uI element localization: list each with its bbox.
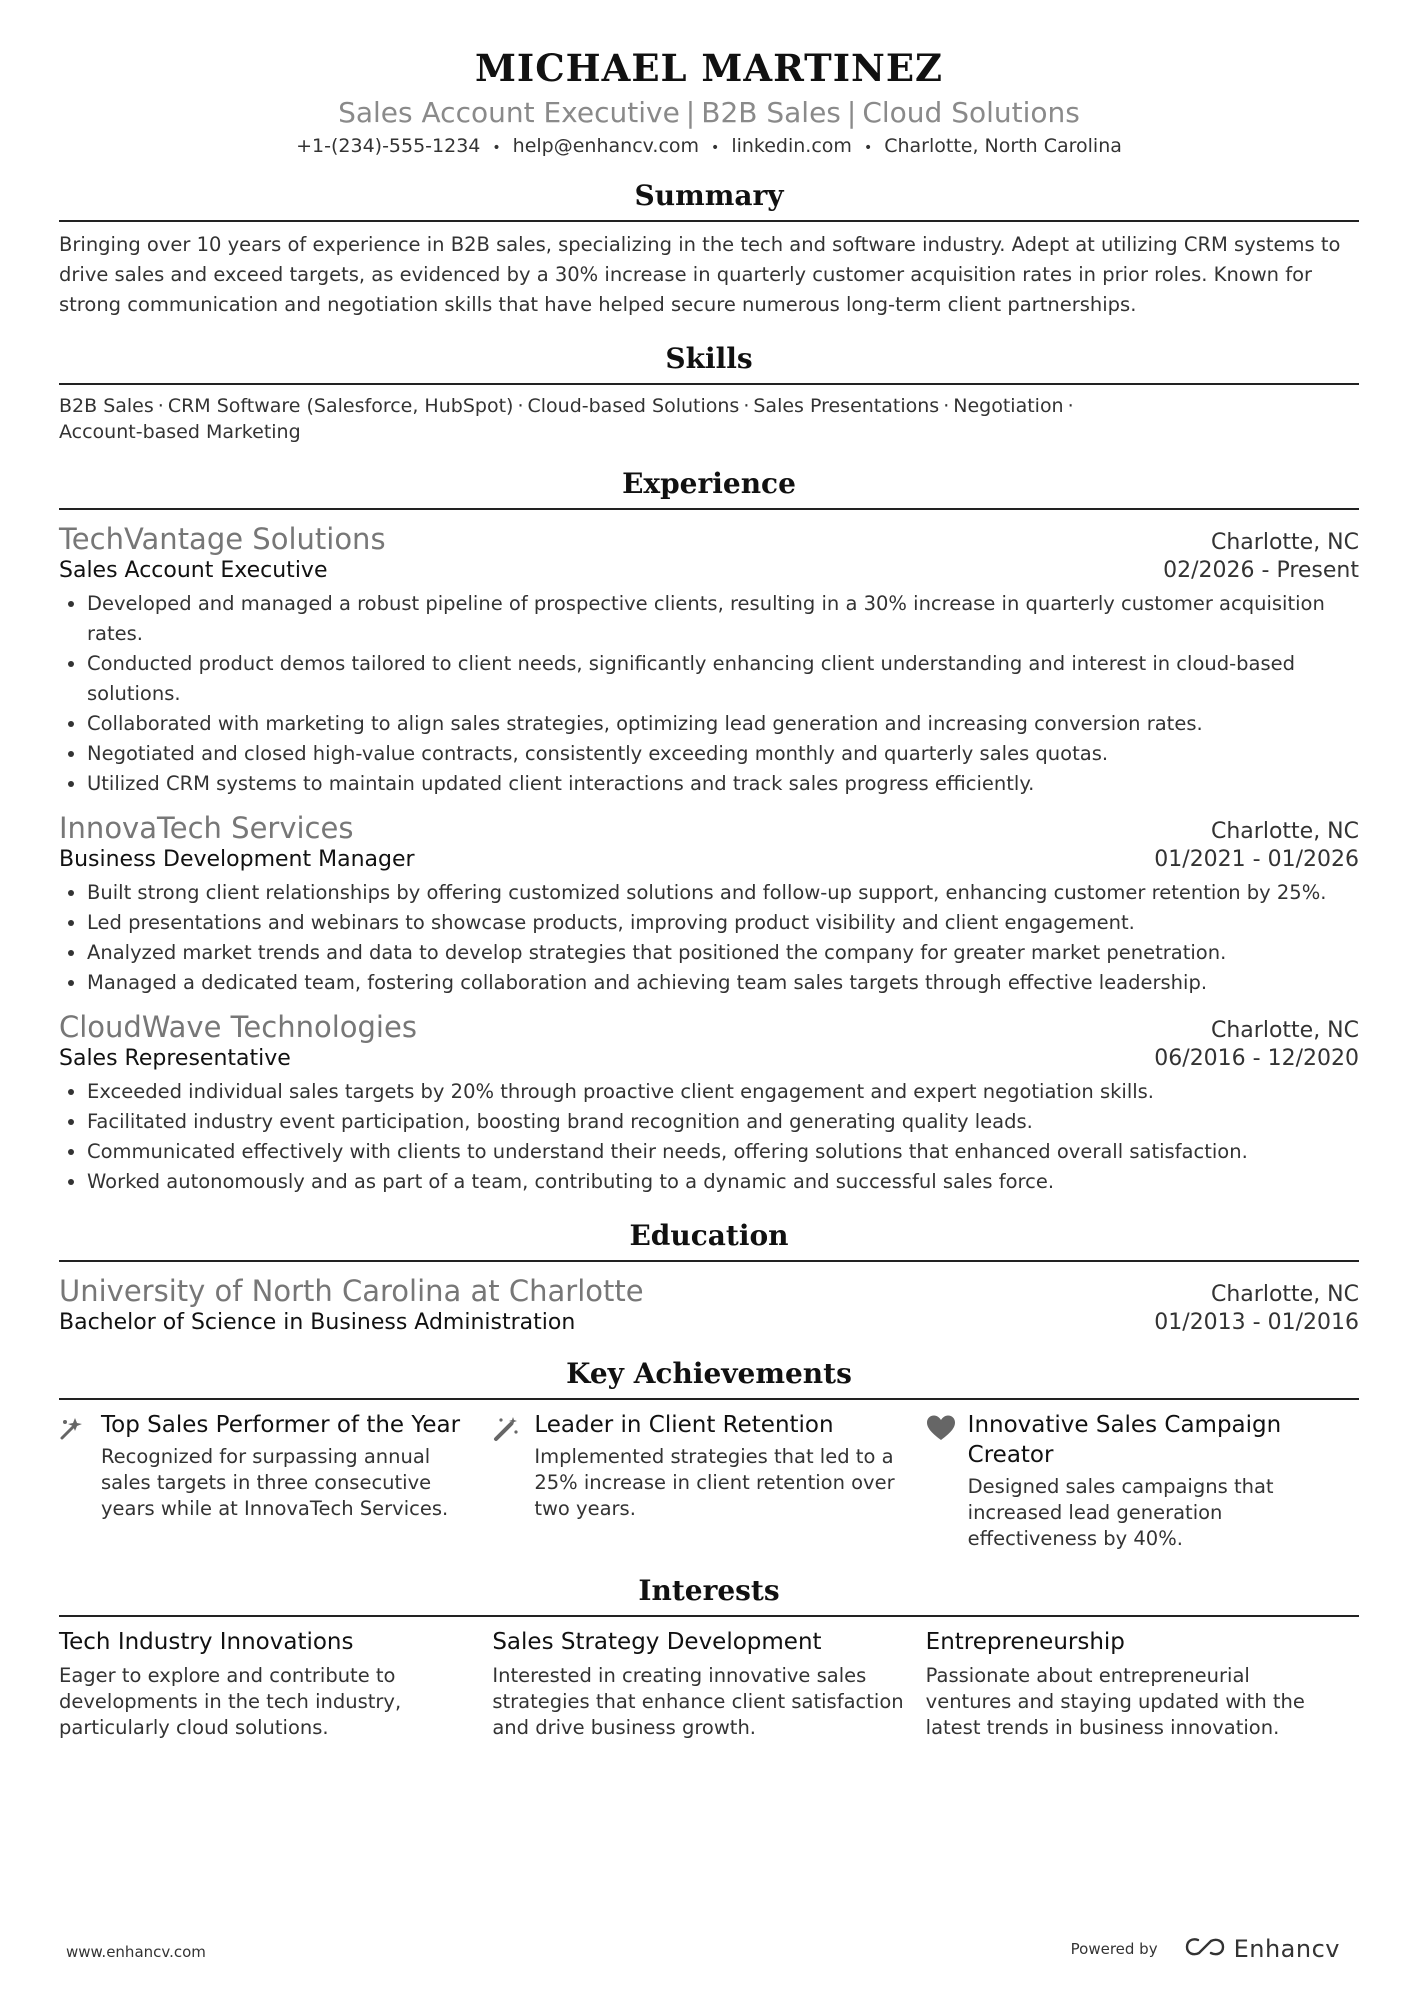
- brand-name: Enhancv: [1233, 1935, 1340, 1963]
- interests-heading: Interests: [59, 1574, 1359, 1617]
- experience-item: [59, 811, 1359, 998]
- skill-item: Sales Presentations: [753, 395, 940, 417]
- job-dates: 01/2021 - 01/2026: [1154, 847, 1359, 872]
- job-bullet: • Negotiated and closed high-value contracts, consistently exceeding monthly and quarterly sales quotas.: [87, 739, 1359, 769]
- job-bullet: • Analyzed market trends and data to develop strategies that positioned the company for greater market penetration.: [87, 938, 1359, 968]
- company-name: TechVantage Solutions: [59, 522, 386, 556]
- contact-line: [59, 135, 1359, 157]
- achievements-heading: Key Achievements: [59, 1357, 1359, 1400]
- experience-heading: Experience: [59, 467, 1359, 510]
- achievement-title: Top Sales Performer of the Year: [101, 1412, 461, 1438]
- skill-separator: ·: [517, 395, 524, 417]
- skill-item: Negotiation: [953, 395, 1064, 417]
- school-name: University of North Carolina at Charlotte: [59, 1274, 644, 1308]
- heart-icon: [926, 1410, 968, 1552]
- achievement-item: [926, 1410, 1359, 1552]
- company-name: CloudWave Technologies: [59, 1010, 417, 1044]
- job-role: Sales Account Executive: [59, 558, 328, 583]
- headline: [59, 96, 1359, 129]
- achievement-desc: Recognized for surpassing annual sales targets in three consecutive years while at InnovaTech Services.: [101, 1445, 449, 1520]
- achievement-item: [59, 1410, 492, 1552]
- education-heading: Education: [59, 1219, 1359, 1262]
- magic-wand-icon: [492, 1410, 534, 1552]
- headline-title: Sales Account Executive: [338, 96, 680, 129]
- location: Charlotte, North Carolina: [884, 135, 1122, 157]
- interest-desc: Eager to explore and contribute to developments in the tech industry, particularly cloud solutions.: [59, 1664, 402, 1739]
- education-dates: 01/2013 - 01/2016: [1154, 1310, 1359, 1335]
- interest-desc: Passionate about entrepreneurial ventures and staying updated with the latest trends in business innovation.: [925, 1664, 1305, 1739]
- achievement-item: [492, 1410, 925, 1552]
- experience-item: [59, 1010, 1359, 1197]
- footer-website[interactable]: www.enhancv.com: [66, 1943, 206, 1961]
- job-location: Charlotte, NC: [1211, 530, 1359, 555]
- medal-icon: [59, 1410, 101, 1552]
- job-role: Business Development Manager: [59, 847, 415, 872]
- skill-separator: ·: [157, 395, 164, 417]
- skill-item: Account-based Marketing: [59, 421, 301, 443]
- school-location: Charlotte, NC: [1211, 1282, 1359, 1307]
- skill-separator: ·: [1067, 395, 1074, 417]
- job-dates: 06/2016 - 12/2020: [1154, 1046, 1359, 1071]
- job-bullets: [59, 589, 1359, 799]
- achievement-title: Leader in Client Retention: [534, 1412, 834, 1438]
- headline-title: Cloud Solutions: [862, 96, 1080, 129]
- achievement-desc: Designed sales campaigns that increased lead generation effectiveness by 40%.: [967, 1475, 1274, 1550]
- interest-item: [492, 1627, 925, 1741]
- summary-heading: Summary: [59, 179, 1359, 222]
- headline-separator: |: [685, 96, 696, 129]
- headline-title: B2B Sales: [701, 96, 841, 129]
- job-bullet: • Facilitated industry event participation, boosting brand recognition and generating quality leads.: [87, 1107, 1359, 1137]
- skill-separator: ·: [943, 395, 950, 417]
- achievements-grid: [59, 1410, 1359, 1552]
- contact-separator: •: [492, 140, 501, 156]
- job-role: Sales Representative: [59, 1046, 291, 1071]
- achievement-desc: Implemented strategies that led to a 25% increase in client retention over two years.: [534, 1445, 895, 1520]
- interest-title: Sales Strategy Development: [492, 1629, 822, 1655]
- interests-grid: [59, 1627, 1359, 1741]
- resume-page: [59, 0, 1359, 1741]
- skill-item: B2B Sales: [59, 395, 154, 417]
- job-bullet: • Utilized CRM systems to maintain updated client interactions and track sales progress efficiently.: [87, 769, 1359, 799]
- interest-desc: Interested in creating innovative sales strategies that enhance client satisfaction and drive business growth.: [492, 1664, 904, 1739]
- contact-separator: •: [711, 140, 720, 156]
- powered-by-label: Powered by: [1070, 1940, 1158, 1958]
- degree: Bachelor of Science in Business Administration: [59, 1310, 576, 1335]
- contact-separator: •: [863, 140, 873, 156]
- job-bullet: • Communicated effectively with clients to understand their needs, offering solutions that enhanced overall satisfaction.: [87, 1137, 1359, 1167]
- email[interactable]: help@enhancv.com: [512, 135, 700, 157]
- footer-branding: [1071, 1935, 1340, 1963]
- interest-item: [59, 1627, 492, 1741]
- job-bullet: • Built strong client relationships by offering customized solutions and follow-up support, enhancing customer retention by 25%.: [87, 878, 1359, 908]
- job-bullets: [59, 1077, 1359, 1197]
- interest-item: [926, 1627, 1359, 1741]
- job-bullet: • Managed a dedicated team, fostering collaboration and achieving team sales targets through effective leadership.: [87, 968, 1359, 998]
- education-item: [59, 1274, 1359, 1335]
- job-bullets: [59, 878, 1359, 998]
- experience-item: [59, 522, 1359, 799]
- skill-item: CRM Software (Salesforce, HubSpot): [167, 395, 514, 417]
- job-bullet: • Conducted product demos tailored to client needs, significantly enhancing client understanding and interest in cloud-based solutions.: [87, 649, 1359, 709]
- interest-title: Tech Industry Innovations: [59, 1629, 354, 1655]
- skills-heading: Skills: [59, 342, 1359, 385]
- job-dates: 02/2026 - Present: [1163, 558, 1359, 583]
- linkedin-link[interactable]: linkedin.com: [731, 135, 852, 157]
- skills-list: [59, 393, 1359, 445]
- enhancv-logo-icon: [1184, 1935, 1226, 1963]
- job-location: Charlotte, NC: [1211, 1018, 1359, 1043]
- achievement-title: Innovative Sales Campaign Creator: [967, 1412, 1282, 1468]
- summary-text: Bringing over 10 years of experience in B2B sales, specializing in the tech and software industry. Adept at utilizing CRM systems to drive sales and exceed targets, as evidenced by a 30% increase in quarterly customer acquisition rates in prior roles. Known for strong communication and negotiation skills that have helped secure numerous long-term client partnerships.: [59, 233, 1341, 316]
- candidate-name: MICHAEL MARTINEZ: [474, 46, 944, 90]
- job-bullet: • Led presentations and webinars to showcase products, improving product visibility and client engagement.: [87, 908, 1359, 938]
- job-bullet: • Worked autonomously and as part of a team, contributing to a dynamic and successful sales force.: [87, 1167, 1359, 1197]
- skill-item: Cloud-based Solutions: [527, 395, 740, 417]
- company-name: InnovaTech Services: [59, 811, 354, 845]
- skill-separator: ·: [743, 395, 750, 417]
- job-bullet: • Collaborated with marketing to align sales strategies, optimizing lead generation and increasing conversion rates.: [87, 709, 1359, 739]
- phone[interactable]: +1-(234)-555-1234: [296, 135, 481, 157]
- job-bullet: • Exceeded individual sales targets by 20% through proactive client engagement and expert negotiation skills.: [87, 1077, 1359, 1107]
- interest-title: Entrepreneurship: [925, 1629, 1125, 1655]
- job-location: Charlotte, NC: [1211, 819, 1359, 844]
- headline-separator: |: [846, 96, 857, 129]
- job-bullet: • Developed and managed a robust pipeline of prospective clients, resulting in a 30% increase in quarterly customer acquisition rates.: [87, 589, 1359, 649]
